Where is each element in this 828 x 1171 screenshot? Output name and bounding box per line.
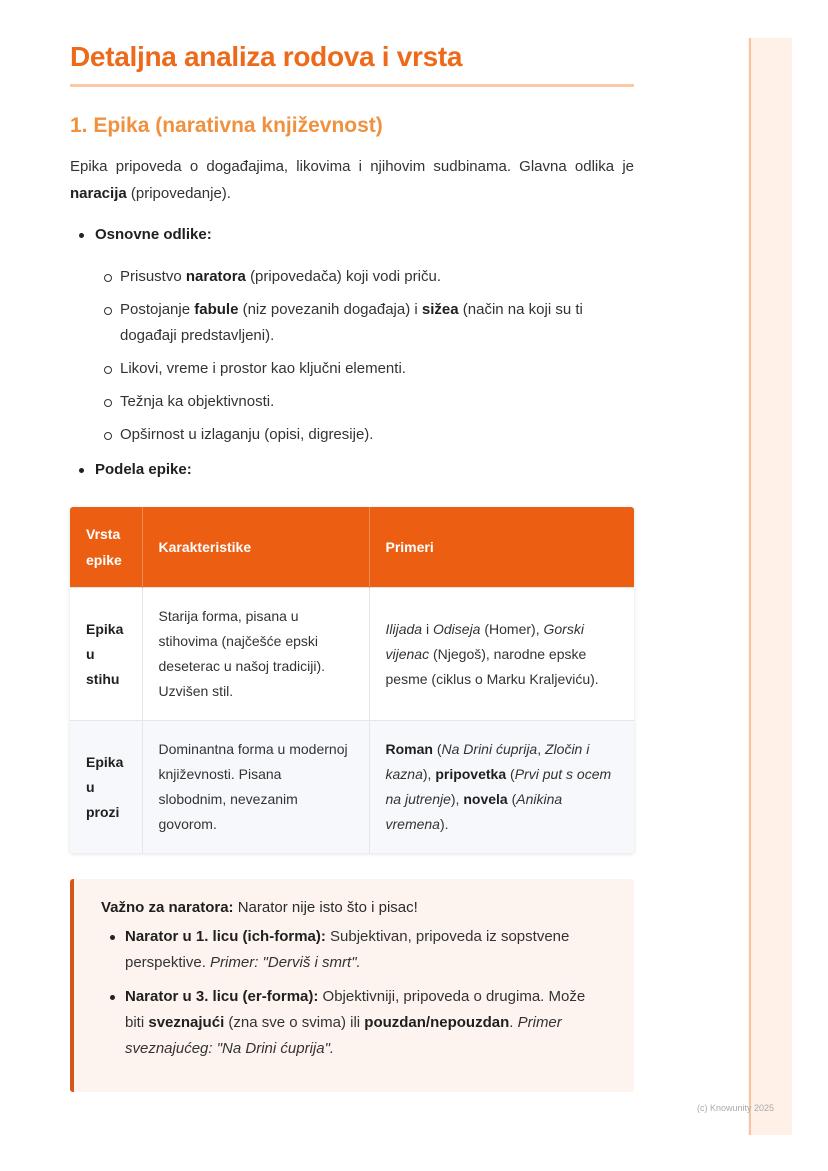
list-item — [95, 422, 634, 448]
note-lead — [101, 896, 608, 920]
ex-italic: Anikina vremena — [385, 791, 563, 832]
side-decoration-strip — [748, 38, 792, 1135]
list-item-podela — [70, 456, 634, 483]
footer-copyright: (c) Knowunity 2025 — [697, 1103, 775, 1113]
page-title: Detaljna analiza rodova i vrsta — [70, 41, 463, 72]
note-list — [101, 924, 608, 1062]
table-row — [70, 588, 634, 721]
note-item-text: (zna sve o svima) ili — [228, 1014, 361, 1031]
ex-text: (Homer), — [484, 620, 540, 637]
note-item-text: . — [509, 1014, 514, 1031]
narrator-note-box — [70, 879, 634, 1092]
table-header-row — [70, 507, 634, 588]
note-lead-bold: Važno za naratora: — [101, 899, 234, 916]
ex-italic: Odiseja — [433, 620, 481, 637]
item-text: (način na koji su ti događaji predstavljeni). — [120, 301, 583, 344]
note-item-bold: Narator u 1. licu (ich-forma): — [125, 928, 326, 945]
list-item — [101, 984, 608, 1062]
ex-bold: pripovetka — [435, 766, 507, 782]
ex-text: (Njegoš), narodne epske pesme (ciklus o Marku Kraljeviću). — [385, 645, 599, 687]
side-decoration-line — [749, 38, 751, 1135]
list-item — [101, 924, 608, 976]
note-lead-text: Narator nije isto što i pisac! — [237, 899, 418, 916]
podela-label: Podela epike: — [95, 461, 192, 478]
list-item-osnovne — [70, 221, 634, 448]
item-bold: sižea — [421, 301, 459, 318]
intro-bold: naracija — [70, 185, 127, 202]
list-item — [95, 356, 634, 382]
ex-italic: Prvi put s ocem na jutrenje — [385, 766, 612, 807]
intro-text-1: Epika pripoveda o događajima, likovima i njihovim sudbinama. Glavna odlika je — [70, 158, 634, 175]
cell-kind: Epika u stihu — [70, 588, 142, 721]
ex-text: ), — [422, 766, 432, 782]
item-text: Opširnost u izlaganju (opisi, digresije). — [120, 426, 374, 443]
epika-table — [70, 507, 634, 853]
cell-examples — [369, 721, 634, 854]
ex-text: , — [537, 741, 542, 757]
item-text: (niz povezanih događaja) i — [242, 301, 418, 318]
main-list — [70, 221, 634, 483]
ex-bold: Roman — [385, 741, 433, 757]
intro-text-2: (pripovedanje). — [130, 185, 231, 202]
header-karakteristike: Karakteristike — [142, 507, 369, 588]
table-row — [70, 721, 634, 854]
cell-kind: Epika u prozi — [70, 721, 142, 854]
item-text: Postojanje — [120, 301, 191, 318]
ex-italic: Zločin i kazna — [385, 741, 590, 782]
osnovne-sublist — [95, 264, 634, 448]
section-heading: 1. Epika (narativna književnost) — [70, 114, 383, 137]
list-item — [95, 297, 634, 349]
ex-text: ( — [436, 741, 442, 757]
ex-bold: novela — [463, 791, 508, 807]
cell-examples — [369, 588, 634, 721]
note-item-bold: sveznajući — [148, 1014, 225, 1031]
note-item-bold: pouzdan/nepouzdan — [364, 1014, 510, 1031]
item-bold: fabule — [194, 301, 239, 318]
item-text: (pripovedača) koji vodi priču. — [250, 268, 441, 285]
note-item-text: Objektivniji, pripoveda o drugima. Može biti — [125, 988, 586, 1031]
page-content — [70, 38, 634, 1092]
item-text: Težnja ka objektivnosti. — [120, 393, 275, 410]
item-text: Likovi, vreme i prostor kao ključni elementi. — [120, 360, 406, 377]
item-text: Prisustvo — [120, 268, 182, 285]
note-item-italic: Primer: "Derviš i smrt". — [210, 954, 361, 971]
osnovne-label: Osnovne odlike: — [95, 226, 212, 243]
ex-italic: Gorski vijenac — [385, 620, 584, 662]
note-item-text: Subjektivan, pripoveda iz sopstvene perspektive. — [125, 928, 570, 971]
ex-text: ( — [511, 791, 517, 807]
note-item-italic: Primer sveznajućeg: "Na Drini ćuprija". — [125, 1014, 562, 1057]
intro-paragraph — [70, 153, 634, 207]
ex-text: ). — [439, 816, 449, 832]
item-bold: naratora — [185, 268, 246, 285]
header-vrsta: Vrsta epike — [70, 507, 142, 588]
note-item-bold: Narator u 3. licu (er-forma): — [125, 988, 319, 1005]
list-item — [95, 264, 634, 290]
list-item — [95, 389, 634, 415]
ex-italic: Ilijada — [385, 620, 423, 637]
ex-text: i — [425, 620, 430, 637]
ex-italic: Na Drini ćuprija — [441, 741, 538, 757]
cell-desc: Starija forma, pisana u stihovima (najčešće epski deseterac u našoj tradiciji). Uzvišen stil. — [142, 588, 369, 721]
ex-text: ( — [510, 766, 515, 782]
cell-desc: Dominantna forma u modernoj književnosti. Pisana slobodnim, nevezanim govorom. — [142, 721, 369, 854]
title-underline — [70, 84, 634, 87]
header-primeri: Primeri — [369, 507, 634, 588]
ex-text: ), — [450, 791, 460, 807]
